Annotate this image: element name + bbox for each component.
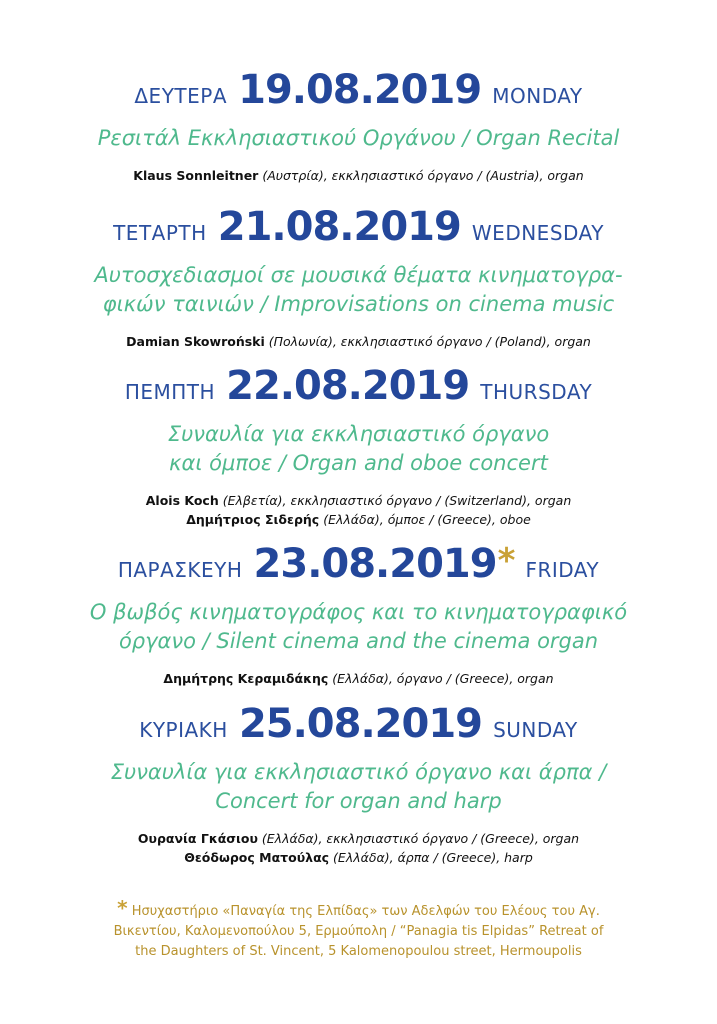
event-date-text: 23.08.2019 [253,541,497,587]
performer-role: (Ελλάδα), άρπα / (Greece), harp [329,850,533,865]
event-title [0,124,717,153]
day-name-english: SUNDAY [493,718,578,742]
event-thursday [0,363,717,529]
footnote-text: Ησυχαστήριο «Παναγία της Ελπίδας» των Αδελφών του Ελέους του Αγ. [127,904,600,919]
date-line [0,204,717,250]
day-name-english: FRIDAY [525,558,600,582]
event-date: 22.08.2019 [226,363,470,409]
performer-role: (Ελλάδα), εκκλησιαστικό όργανο / (Greece), organ [257,831,580,846]
footnote-line: Βικεντίου, Καλομενοπούλου 5, Ερμούπολη / “Panagia tis Elpidas” Retreat of [113,924,604,939]
event-title-line: και όμποε / Organ and oboe concert [169,451,548,475]
event-wednesday [0,204,717,351]
event-title-line: Ρεσιτάλ Εκκλησιαστικού Οργάνου / Organ Recital [97,126,620,150]
event-date [254,541,515,587]
performer-name: Damian Skowroński [126,334,265,349]
event-title [0,758,717,816]
event-title-line: φικών ταινιών / Improvisations on cinema music [102,292,615,316]
event-date: 25.08.2019 [238,701,482,747]
asterisk-icon: * [117,896,128,920]
event-title-line: Συναυλία για εκκλησιαστικό όργανο και άρπα / [110,760,607,784]
footnote-line: the Daughters of St. Vincent, 5 Kalomenopoulou street, Hermoupolis [135,944,582,959]
performer-list [0,166,717,185]
performer-name: Δημήτρης Κεραμιδάκης [163,671,329,686]
day-name-english: THURSDAY [480,380,593,404]
event-friday [0,541,717,688]
event-monday [0,67,717,185]
event-sunday [0,701,717,867]
performer [0,491,717,510]
performer-list [0,669,717,688]
performer [0,829,717,848]
event-title-line: Αυτοσχεδιασμοί σε μουσικά θέματα κινηματογρα- [94,263,623,287]
performer-list [0,332,717,351]
day-name-greek: ΠΕΜΠΤΗ [124,380,216,404]
event-title [0,598,717,656]
performer [0,669,717,688]
day-name-greek: ΔΕΥΤΕΡΑ [134,84,228,108]
venue-footnote [0,898,717,962]
performer-list [0,491,717,529]
day-name-english: MONDAY [492,84,583,108]
event-date: 19.08.2019 [238,67,482,113]
event-title-line: όργανο / Silent cinema and the cinema organ [118,629,599,653]
day-name-greek: ΚΥΡΙΑΚΗ [139,718,228,742]
performer-role: (Αυστρία), εκκλησιαστικό όργανο / (Austria), organ [258,168,584,183]
asterisk-icon: * [497,541,515,581]
performer [0,332,717,351]
event-title-line: Concert for organ and harp [215,789,502,813]
date-line [0,541,717,587]
event-title [0,261,717,319]
performer-role: (Ελβετία), εκκλησιαστικό όργανο / (Switzerland), organ [218,493,572,508]
performer-role: (Ελλάδα), όμποε / (Greece), oboe [319,512,531,527]
performer-name: Θεόδωρος Ματούλας [184,850,330,865]
event-title [0,420,717,478]
footnote-line [0,898,717,922]
date-line [0,701,717,747]
performer-role: (Ελλάδα), όργανο / (Greece), organ [328,671,554,686]
event-date: 21.08.2019 [217,204,461,250]
day-name-greek: ΤΕΤΑΡΤΗ [113,221,207,245]
performer-list [0,829,717,867]
performer [0,848,717,867]
date-line [0,67,717,113]
day-name-greek: ΠΑΡΑΣΚΕΥΗ [117,558,243,582]
event-title-line: Ο βωβός κινηματογράφος και το κινηματογραφικό [89,600,628,624]
performer-name: Δημήτριος Σιδερής [186,512,320,527]
performer-name: Ουρανία Γκάσιου [137,831,258,846]
performer-name: Alois Koch [145,493,219,508]
event-title-line: Συναυλία για εκκλησιαστικό όργανο [167,422,550,446]
performer-name: Klaus Sonnleitner [133,168,259,183]
performer [0,510,717,529]
performer-role: (Πολωνία), εκκλησιαστικό όργανο / (Poland), organ [264,334,591,349]
date-line [0,363,717,409]
performer [0,166,717,185]
day-name-english: WEDNESDAY [471,221,604,245]
